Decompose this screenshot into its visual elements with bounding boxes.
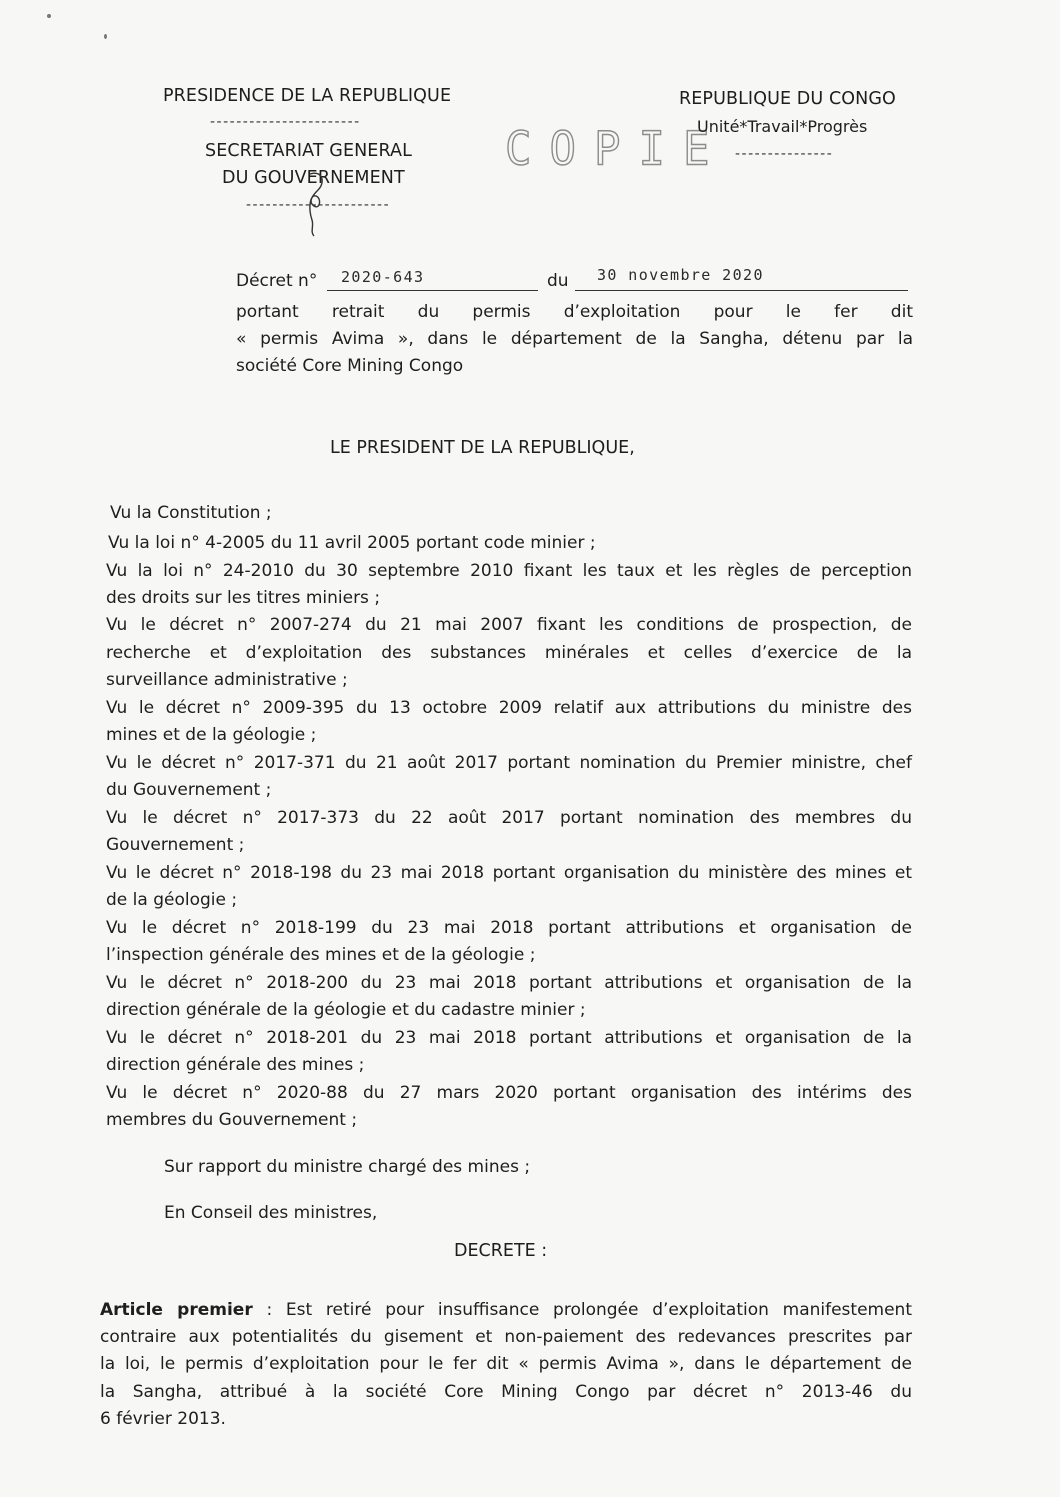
visa-line: Gouvernement ; (106, 835, 245, 855)
visa-line: des droits sur les titres miniers ; (106, 588, 381, 608)
article-line: 6 février 2013. (100, 1409, 226, 1429)
visa-line: Vu le décret n° 2017-371 du 21 août 2017 portant nomination du Premier ministre, chef (106, 753, 912, 773)
decree-du-label: du (547, 271, 569, 291)
decrete-heading: DECRETE : (454, 1241, 548, 1261)
decree-date: 30 novembre 2020 (597, 266, 764, 284)
scan-speck (47, 14, 51, 18)
article-line (100, 1297, 912, 1324)
article-text: : Est retiré pour insuffisance prolongée d’exploitation manifestement (252, 1300, 912, 1320)
visa-line: direction générale de la géologie et du cadastre minier ; (106, 1000, 586, 1020)
visa-line: Vu le décret n° 2009-395 du 13 octobre 2009 relatif aux attributions du ministre des (106, 698, 912, 718)
header-presidence: PRESIDENCE DE LA REPUBLIQUE (163, 86, 452, 106)
decree-label: Décret n° (236, 271, 318, 291)
visa-line: l’inspection générale des mines et de la géologie ; (106, 945, 536, 965)
visa-line: Vu le décret n° 2007-274 du 21 mai 2007 fixant les conditions de prospection, de (106, 615, 912, 635)
visa-line: recherche et d’exploitation des substances minérales et celles d’exercice de la (106, 643, 912, 663)
header-republique: REPUBLIQUE DU CONGO (679, 89, 896, 109)
visa-line: Vu le décret n° 2018-201 du 23 mai 2018 portant attributions et organisation de la (106, 1028, 912, 1048)
visa-line: du Gouvernement ; (106, 780, 272, 800)
visa-line: surveillance administrative ; (106, 670, 348, 690)
article-line: la loi, le permis d’exploitation pour le fer dit « permis Avima », dans le département de (100, 1354, 912, 1374)
article-line: la Sangha, attribué à la société Core Mining Congo par décret n° 2013-46 du (100, 1382, 912, 1402)
visa-line: de la géologie ; (106, 890, 238, 910)
visa-line: Vu la Constitution ; (110, 503, 272, 523)
visa-line: Vu la loi n° 24-2010 du 30 septembre 2010 fixant les taux et les règles de perception (106, 561, 912, 581)
visa-line: Vu le décret n° 2018-200 du 23 mai 2018 portant attributions et organisation de la (106, 973, 912, 993)
visa-line: Vu le décret n° 2020-88 du 27 mars 2020 portant organisation des intérims des (106, 1083, 912, 1103)
decree-subject-line: portant retrait du permis d’exploitation pour le fer dit (236, 302, 913, 322)
visa-line: Vu le décret n° 2018-198 du 23 mai 2018 portant organisation du ministère des mines et (106, 863, 912, 883)
en-conseil: En Conseil des ministres, (164, 1203, 378, 1223)
decree-number-underline (327, 290, 538, 291)
sur-rapport: Sur rapport du ministre chargé des mines ; (164, 1157, 531, 1177)
decree-date-underline (575, 290, 908, 291)
header-secretariat: SECRETARIAT GENERAL (205, 141, 412, 161)
header-divider: ----------------------- (210, 114, 361, 130)
visa-line: Vu le décret n° 2017-373 du 22 août 2017 portant nomination des membres du (106, 808, 912, 828)
copie-stamp: COPIE (505, 122, 728, 177)
scan-speck (104, 34, 107, 39)
header-devise: Unité*Travail*Progrès (697, 117, 868, 136)
decree-number: 2020-643 (341, 268, 425, 286)
president-heading: LE PRESIDENT DE LA REPUBLIQUE, (330, 438, 635, 458)
header-divider: ---------------------- (246, 197, 391, 213)
visa-line: direction générale des mines ; (106, 1055, 365, 1075)
article-line: contraire aux potentialités du gisement et non-paiement des redevances prescrites par (100, 1327, 912, 1347)
visa-line: Vu le décret n° 2018-199 du 23 mai 2018 portant attributions et organisation de (106, 918, 912, 938)
visa-line: mines et de la géologie ; (106, 725, 317, 745)
decree-subject-line: société Core Mining Congo (236, 356, 464, 376)
header-gouvernement: DU GOUVERNEMENT (222, 168, 405, 188)
handwritten-initial-icon (300, 168, 330, 238)
header-divider: --------------- (735, 146, 834, 162)
visa-line: membres du Gouvernement ; (106, 1110, 358, 1130)
article-label: Article premier (100, 1300, 253, 1320)
decree-subject-line: « permis Avima », dans le département de la Sangha, détenu par la (236, 329, 913, 349)
visa-line: Vu la loi n° 4-2005 du 11 avril 2005 portant code minier ; (108, 533, 596, 553)
